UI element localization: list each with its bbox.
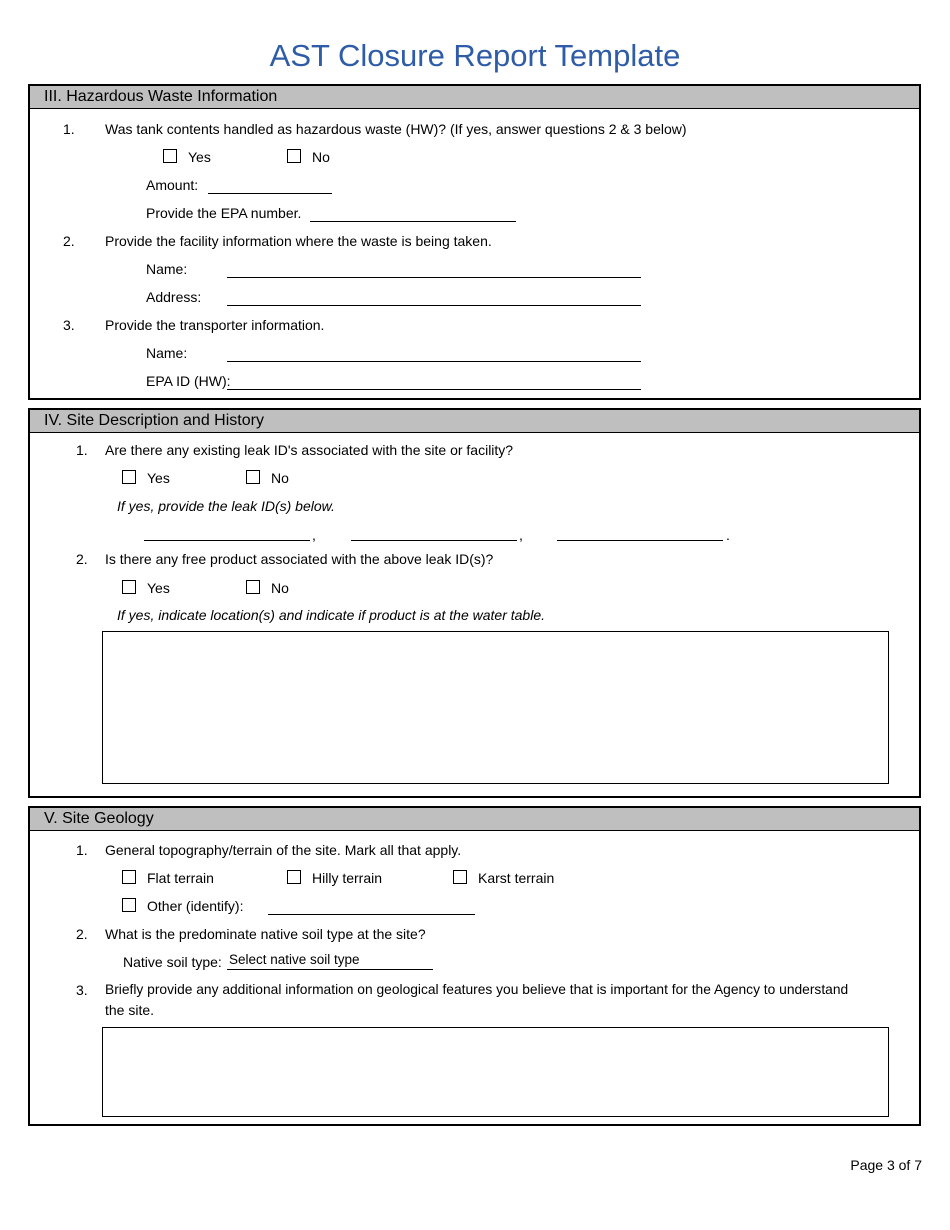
leak-no-checkbox[interactable]	[246, 470, 260, 484]
question-text: Provide the facility information where the waste is being taken.	[105, 233, 492, 249]
checkbox-label: Hilly terrain	[312, 870, 383, 886]
section-title: IV. Site Description and History	[44, 412, 264, 429]
epa-number-input[interactable]	[310, 221, 516, 222]
leak-id-input-1[interactable]	[144, 540, 310, 541]
page-number: Page 3 of 7	[850, 1157, 922, 1173]
section-header	[30, 410, 919, 433]
question-text-continued: the site.	[105, 1002, 155, 1018]
hilly-terrain-checkbox[interactable]	[287, 870, 301, 884]
question-text: Is there any free product associated with the above leak ID(s)?	[105, 551, 494, 567]
field-label: Name:	[146, 345, 188, 361]
section-title: III. Hazardous Waste Information	[44, 88, 278, 105]
facility-name-input[interactable]	[227, 277, 641, 278]
question-text: General topography/terrain of the site. Mark all that apply.	[105, 842, 462, 858]
hw-yes-checkbox[interactable]	[163, 149, 177, 163]
question-number: 2.	[76, 926, 88, 942]
section-title: V. Site Geology	[44, 810, 154, 827]
checkbox-label: Flat terrain	[147, 870, 214, 886]
flat-terrain-checkbox[interactable]	[122, 870, 136, 884]
separator-comma: ,	[312, 527, 316, 543]
page-title: AST Closure Report Template	[269, 38, 681, 73]
checkbox-label: No	[312, 149, 330, 165]
separator-comma: ,	[519, 527, 523, 543]
free-product-yes-checkbox[interactable]	[122, 580, 136, 594]
question-text: What is the predominate native soil type at the site?	[105, 926, 426, 942]
leak-yes-checkbox[interactable]	[122, 470, 136, 484]
checkbox-label: Yes	[147, 580, 170, 596]
field-label: Amount:	[146, 177, 199, 193]
question-text: Provide the transporter information.	[105, 317, 325, 333]
amount-input[interactable]	[208, 193, 332, 194]
transporter-epa-id-input[interactable]	[227, 389, 641, 390]
separator-period: .	[726, 527, 730, 543]
hw-no-checkbox[interactable]	[287, 149, 301, 163]
field-label: EPA ID (HW):	[146, 373, 231, 389]
question-number: 1.	[76, 842, 88, 858]
question-text: Are there any existing leak ID's associated with the site or facility?	[105, 442, 514, 458]
question-text: Was tank contents handled as hazardous waste (HW)? (If yes, answer questions 2 & 3 below)	[105, 121, 687, 137]
checkbox-label: No	[271, 470, 289, 486]
free-product-location-textarea[interactable]	[102, 631, 889, 784]
geology-info-textarea[interactable]	[102, 1027, 889, 1117]
other-terrain-checkbox[interactable]	[122, 898, 136, 912]
question-number: 3.	[63, 317, 75, 333]
facility-address-input[interactable]	[227, 305, 641, 306]
transporter-name-input[interactable]	[227, 361, 641, 362]
checkbox-label: Yes	[147, 470, 170, 486]
question-number: 1.	[63, 121, 75, 137]
section-header	[30, 808, 919, 831]
checkbox-label: Yes	[188, 149, 211, 165]
instruction-note: If yes, provide the leak ID(s) below.	[117, 498, 335, 514]
free-product-no-checkbox[interactable]	[246, 580, 260, 594]
field-label: Native soil type:	[123, 954, 222, 970]
question-number: 2.	[76, 551, 88, 567]
question-number: 2.	[63, 233, 75, 249]
checkbox-label: Other (identify):	[147, 898, 244, 914]
field-label: Provide the EPA number.	[146, 205, 302, 221]
instruction-note: If yes, indicate location(s) and indicate if product is at the water table.	[117, 607, 546, 623]
question-number: 3.	[76, 982, 88, 998]
checkbox-label: Karst terrain	[478, 870, 555, 886]
question-text: Briefly provide any additional information on geological features you believe that is important for the Agency to understand	[105, 982, 849, 997]
leak-id-input-3[interactable]	[557, 540, 723, 541]
question-number: 1.	[76, 442, 88, 458]
section-header	[30, 86, 919, 109]
checkbox-label: No	[271, 580, 289, 596]
native-soil-type-select[interactable]	[227, 952, 433, 970]
field-label: Address:	[146, 289, 202, 305]
other-terrain-input[interactable]	[268, 914, 475, 915]
leak-id-input-2[interactable]	[351, 540, 517, 541]
karst-terrain-checkbox[interactable]	[453, 870, 467, 884]
field-label: Name:	[146, 261, 188, 277]
select-value: Select native soil type	[229, 952, 360, 967]
